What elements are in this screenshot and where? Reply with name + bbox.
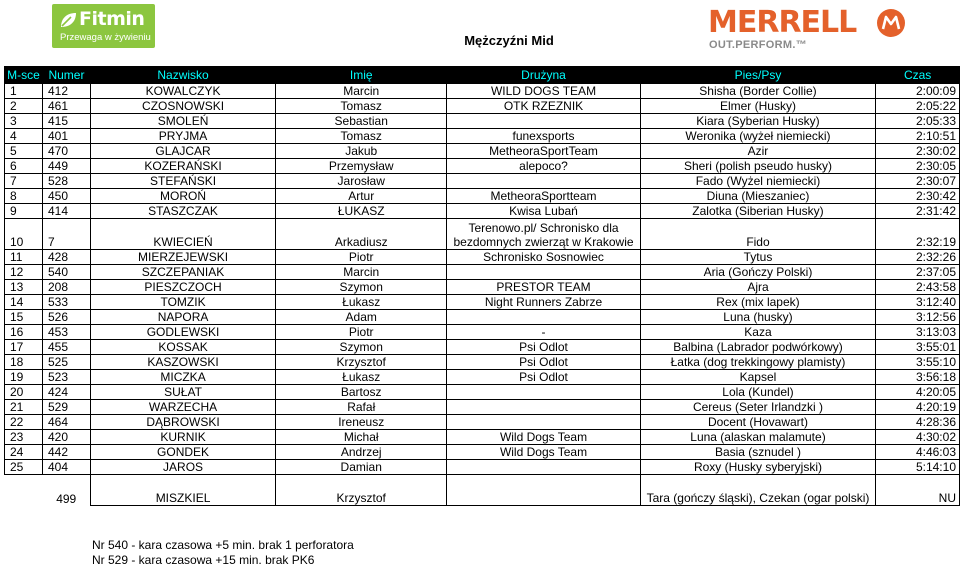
table-row [5, 84, 960, 99]
cell-place: 6 [5, 159, 43, 174]
cell-first-name: Jakub [276, 144, 447, 159]
cell-surname: SUŁAT [90, 385, 275, 400]
cell-surname: MICZKA [90, 370, 275, 385]
cell-time: 2:00:09 [876, 84, 960, 99]
cell-time: 3:55:01 [876, 340, 960, 355]
table-row [5, 265, 960, 280]
cell-dogs: Rex (mix lapek) [640, 295, 876, 310]
fitmin-logo-name: Fitmin [79, 8, 145, 30]
cell-place: 23 [5, 430, 43, 445]
cell-number: 540 [42, 265, 90, 280]
table-row [5, 159, 960, 174]
cell-team [447, 310, 640, 325]
cell-number: 523 [42, 370, 90, 385]
column-header-dogs: Pies/Psy [640, 67, 876, 84]
cell-dogs: Tara (gończy śląski), Czekan (ogar polski) [640, 475, 876, 506]
cell-team: funexsports [447, 129, 640, 144]
cell-time: 2:32:19 [876, 219, 960, 250]
cell-first-name: Sebastian [276, 114, 447, 129]
cell-surname: STASZCZAK [90, 204, 275, 219]
cell-surname: PIESZCZOCH [90, 280, 275, 295]
cell-place: 8 [5, 189, 43, 204]
cell-number: 499 [56, 491, 77, 506]
cell-time: 2:30:07 [876, 174, 960, 189]
cell-surname: KOZERAŃSKI [90, 159, 275, 174]
cell-place: 10 [5, 219, 43, 250]
cell-first-name: Bartosz [276, 385, 447, 400]
cell-surname: KOWALCZYK [90, 84, 275, 99]
cell-first-name: Piotr [276, 325, 447, 340]
cell-first-name: Przemysław [276, 159, 447, 174]
cell-place: 3 [5, 114, 43, 129]
merrell-mark-icon [876, 8, 906, 38]
cell-team: Night Runners Zabrze [447, 295, 640, 310]
cell-place: 4 [5, 129, 43, 144]
cell-place: 17 [5, 340, 43, 355]
cell-first-name: Jarosław [276, 174, 447, 189]
column-header-place: M-sce [5, 67, 43, 84]
cell-time: 4:28:36 [876, 415, 960, 430]
cell-team: Wild Dogs Team [447, 430, 640, 445]
table-row [5, 189, 960, 204]
cell-number: 464 [42, 415, 90, 430]
leaf-icon [58, 10, 78, 30]
cell-surname: GLAJCAR [90, 144, 275, 159]
cell-team: Psi Odlot [447, 355, 640, 370]
cell-team: Psi Odlot [447, 370, 640, 385]
cell-team [447, 415, 640, 430]
cell-team [447, 265, 640, 280]
table-row [5, 144, 960, 159]
cell-surname: SZCZEPANIAK [90, 265, 275, 280]
table-header-row [5, 67, 960, 84]
cell-first-name: Piotr [276, 250, 447, 265]
table-row [5, 325, 960, 340]
cell-time: 2:43:58 [876, 280, 960, 295]
cell-first-name: Krzysztof [276, 475, 447, 506]
cell-team: Schronisko Sosnowiec [447, 250, 640, 265]
table-row [5, 445, 960, 460]
cell-surname: PRYJMA [90, 129, 275, 144]
results-table [4, 66, 960, 506]
table-row [5, 204, 960, 219]
cell-surname: WARZECHA [90, 400, 275, 415]
cell-time: NU [876, 475, 960, 506]
cell-time: 3:55:10 [876, 355, 960, 370]
cell-surname: MIERZEJEWSKI [90, 250, 275, 265]
table-row [5, 280, 960, 295]
cell-place: 25 [5, 460, 43, 475]
cell-dogs: Basia (sznudel ) [640, 445, 876, 460]
table-row [5, 415, 960, 430]
cell-number: 528 [42, 174, 90, 189]
table-row [5, 250, 960, 265]
cell-surname: GODLEWSKI [90, 325, 275, 340]
cell-surname: KWIECIEŃ [90, 219, 275, 250]
cell-first-name: Tomasz [276, 99, 447, 114]
cell-time: 2:05:22 [876, 99, 960, 114]
cell-dogs: Zalotka (Siberian Husky) [640, 204, 876, 219]
cell-dogs: Azir [640, 144, 876, 159]
cell-team [447, 385, 640, 400]
cell-dogs: Luna (alaskan malamute) [640, 430, 876, 445]
cell-team: MetheoraSportTeam [447, 144, 640, 159]
cell-dogs: Kaza [640, 325, 876, 340]
cell-place: 16 [5, 325, 43, 340]
cell-number: 455 [42, 340, 90, 355]
cell-dogs: Kiara (Syberian Husky) [640, 114, 876, 129]
cell-number: 450 [42, 189, 90, 204]
table-row [5, 310, 960, 325]
penalty-notes [92, 538, 354, 568]
cell-team [447, 400, 640, 415]
cell-team [447, 174, 640, 189]
cell-number: 449 [42, 159, 90, 174]
cell-place: 21 [5, 400, 43, 415]
cell-dogs: Łatka (dog trekkingowy plamisty) [640, 355, 876, 370]
cell-place: 20 [5, 385, 43, 400]
cell-number: 401 [42, 129, 90, 144]
cell-dogs: Elmer (Husky) [640, 99, 876, 114]
cell-number: 470 [42, 144, 90, 159]
cell-dogs: Tytus [640, 250, 876, 265]
cell-dogs: Diuna (Mieszaniec) [640, 189, 876, 204]
cell-first-name: Łukasz [276, 295, 447, 310]
cell-number: 412 [42, 84, 90, 99]
cell-number: 428 [42, 250, 90, 265]
table-row [5, 99, 960, 114]
cell-place: 9 [5, 204, 43, 219]
cell-time: 2:30:42 [876, 189, 960, 204]
cell-place: 18 [5, 355, 43, 370]
cell-time: 4:30:02 [876, 430, 960, 445]
cell-time: 5:14:10 [876, 460, 960, 475]
cell-dogs: Balbina (Labrador podwórkowy) [640, 340, 876, 355]
column-header-team: Drużyna [447, 67, 640, 84]
cell-time: 2:05:33 [876, 114, 960, 129]
cell-first-name: Adam [276, 310, 447, 325]
cell-team [447, 114, 640, 129]
cell-first-name: Arkadiusz [276, 219, 447, 250]
cell-place: 22 [5, 415, 43, 430]
cell-first-name: Krzysztof [276, 355, 447, 370]
column-header-time: Czas [876, 67, 960, 84]
cell-number: 7 [42, 219, 90, 250]
note-line: Nr 540 - kara czasowa +5 min. brak 1 perforatora [92, 538, 354, 552]
cell-surname: CZOSNOWSKI [90, 99, 275, 114]
cell-number: 415 [42, 114, 90, 129]
cell-number: 525 [42, 355, 90, 370]
cell-surname: TOMZIK [90, 295, 275, 310]
cell-first-name: Szymon [276, 280, 447, 295]
cell-surname: DĄBROWSKI [90, 415, 275, 430]
cell-first-name: Andrzej [276, 445, 447, 460]
cell-place: 7 [5, 174, 43, 189]
cell-time: 3:12:56 [876, 310, 960, 325]
table-row [5, 174, 960, 189]
table-row [5, 219, 960, 250]
cell-team: MetheoraSportteam [447, 189, 640, 204]
cell-time: 3:12:40 [876, 295, 960, 310]
cell-time: 2:32:26 [876, 250, 960, 265]
cell-surname: JAROS [90, 460, 275, 475]
cell-dogs: Sheri (polish pseudo husky) [640, 159, 876, 174]
page-header [0, 0, 960, 66]
cell-time: 2:30:02 [876, 144, 960, 159]
cell-number: 424 [42, 385, 90, 400]
cell-place: 11 [5, 250, 43, 265]
cell-number: 533 [42, 295, 90, 310]
cell-first-name: ŁUKASZ [276, 204, 447, 219]
cell-team [447, 475, 640, 506]
table-row [5, 370, 960, 385]
table-row [5, 355, 960, 370]
cell-number: 461 [42, 99, 90, 114]
cell-time: 3:13:03 [876, 325, 960, 340]
cell-time: 4:20:19 [876, 400, 960, 415]
cell-first-name: Łukasz [276, 370, 447, 385]
cell-number: 404 [42, 460, 90, 475]
cell-dogs: Luna (husky) [640, 310, 876, 325]
cell-surname: STEFAŃSKI [90, 174, 275, 189]
cell-place: 15 [5, 310, 43, 325]
cell-surname: SMOLEŃ [90, 114, 275, 129]
column-header-first-name: Imię [276, 67, 447, 84]
cell-team: Kwisa Lubań [447, 204, 640, 219]
cell-team: Psi Odlot [447, 340, 640, 355]
cell-team: PRESTOR TEAM [447, 280, 640, 295]
cell-place: 14 [5, 295, 43, 310]
cell-place: 13 [5, 280, 43, 295]
table-row [5, 129, 960, 144]
cell-surname: KOSSAK [90, 340, 275, 355]
page-title: Mężczyźni Mid [464, 33, 554, 48]
cell-team: Terenowo.pl/ Schronisko dla bezdomnych zwierząt w Krakowie [447, 219, 640, 250]
cell-surname: GONDEK [90, 445, 275, 460]
cell-surname: KURNIK [90, 430, 275, 445]
cell-number: 526 [42, 310, 90, 325]
cell-dogs: Roxy (Husky syberyjski) [640, 460, 876, 475]
cell-team: OTK RZEZNIK [447, 99, 640, 114]
table-row [5, 340, 960, 355]
cell-dogs: Cereus (Seter Irlandzki ) [640, 400, 876, 415]
fitmin-logo-tagline: Przewaga w żywieniu [60, 32, 151, 43]
cell-dogs: Shisha (Border Collie) [640, 84, 876, 99]
cell-time: 3:56:18 [876, 370, 960, 385]
table-row [5, 114, 960, 129]
cell-place: 5 [5, 144, 43, 159]
cell-dogs: Kapsel [640, 370, 876, 385]
cell-first-name: Marcin [276, 84, 447, 99]
cell-time: 2:31:42 [876, 204, 960, 219]
cell-dogs: Lola (Kundel) [640, 385, 876, 400]
cell-dogs: Aria (Gończy Polski) [640, 265, 876, 280]
cell-surname: NAPORA [90, 310, 275, 325]
cell-dogs: Docent (Hovawart) [640, 415, 876, 430]
cell-time: 2:37:05 [876, 265, 960, 280]
merrell-logo [708, 5, 908, 53]
cell-first-name: Tomasz [276, 129, 447, 144]
table-row [5, 430, 960, 445]
column-header-number: Numer [42, 67, 90, 84]
cell-time: 4:46:03 [876, 445, 960, 460]
cell-time: 2:30:05 [876, 159, 960, 174]
cell-surname: KASZOWSKI [90, 355, 275, 370]
merrell-logo-name: MERRELL [708, 5, 857, 40]
cell-first-name: Szymon [276, 340, 447, 355]
cell-first-name: Damian [276, 460, 447, 475]
cell-number: 208 [42, 280, 90, 295]
cell-time: 4:20:05 [876, 385, 960, 400]
merrell-logo-slogan: OUT.PERFORM.™ [709, 39, 808, 51]
cell-team: Wild Dogs Team [447, 445, 640, 460]
cell-number: 420 [42, 430, 90, 445]
cell-time: 2:10:51 [876, 129, 960, 144]
cell-team: - [447, 325, 640, 340]
cell-first-name: Ireneusz [276, 415, 447, 430]
cell-place: 24 [5, 445, 43, 460]
cell-number: 453 [42, 325, 90, 340]
cell-place: 2 [5, 99, 43, 114]
cell-dogs: Weronika (wyżeł niemiecki) [640, 129, 876, 144]
note-line: Nr 529 - kara czasowa +15 min. brak PK6 [92, 553, 315, 567]
table-row [5, 400, 960, 415]
cell-number: 414 [42, 204, 90, 219]
cell-dogs: Ajra [640, 280, 876, 295]
cell-surname: MOROŃ [90, 189, 275, 204]
cell-team: WILD DOGS TEAM [447, 84, 640, 99]
cell-place [5, 475, 43, 506]
table-row [5, 385, 960, 400]
cell-first-name: Rafał [276, 400, 447, 415]
cell-first-name: Marcin [276, 265, 447, 280]
cell-surname: MISZKIEL [90, 475, 275, 506]
cell-team [447, 460, 640, 475]
cell-place: 12 [5, 265, 43, 280]
table-row [5, 295, 960, 310]
table-body [5, 84, 960, 506]
cell-number: 442 [42, 445, 90, 460]
table-row [5, 460, 960, 475]
cell-number: 529 [42, 400, 90, 415]
cell-dogs: Fado (Wyżel niemiecki) [640, 174, 876, 189]
cell-place: 19 [5, 370, 43, 385]
cell-team: alepoco? [447, 159, 640, 174]
table-row [5, 475, 960, 506]
cell-place: 1 [5, 84, 43, 99]
cell-dogs: Fido [640, 219, 876, 250]
column-header-surname: Nazwisko [90, 67, 275, 84]
cell-first-name: Artur [276, 189, 447, 204]
cell-first-name: Michał [276, 430, 447, 445]
